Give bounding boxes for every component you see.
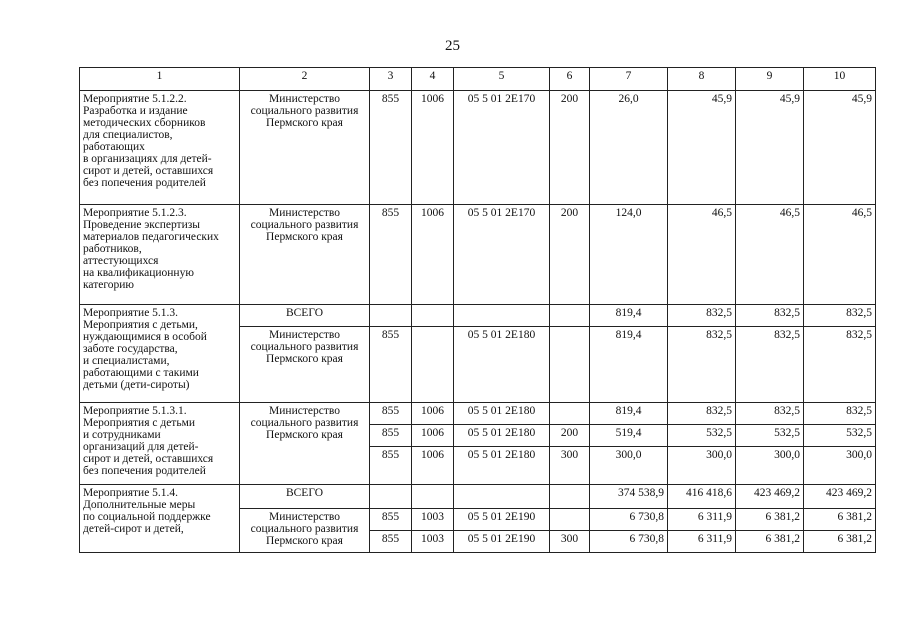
cell-7: 6 730,8 xyxy=(590,509,668,531)
activity-name: Мероприятие 5.1.3.1. Мероприятия с детьми и сотрудниками организаций для детей- сирот и детей, оставшихся без попечения родителей xyxy=(80,403,240,485)
cell-6: 200 xyxy=(550,205,590,305)
cell-5: 05 5 01 2Е170 xyxy=(454,91,550,205)
col-header-3: 3 xyxy=(370,68,412,91)
col-header-1: 1 xyxy=(80,68,240,91)
cell-5: 05 5 01 2Е180 xyxy=(454,403,550,425)
cell-3: 855 xyxy=(370,205,412,305)
cell-4: 1006 xyxy=(412,447,454,485)
table-row xyxy=(80,205,876,305)
cell-10: 832,5 xyxy=(804,327,876,403)
cell-10: 46,5 xyxy=(804,205,876,305)
cell-3: 855 xyxy=(370,425,412,447)
cell-9: 832,5 xyxy=(736,403,804,425)
cell-3: 855 xyxy=(370,403,412,425)
cell-9: 45,9 xyxy=(736,91,804,205)
total-10: 832,5 xyxy=(804,305,876,327)
col-header-6: 6 xyxy=(550,68,590,91)
cell-5: 05 5 01 2Е190 xyxy=(454,531,550,553)
cell-9: 6 381,2 xyxy=(736,531,804,553)
cell-7: 26,0 xyxy=(590,91,668,205)
cell-8: 832,5 xyxy=(668,403,736,425)
total-7: 819,4 xyxy=(590,305,668,327)
cell-8: 6 311,9 xyxy=(668,509,736,531)
table-row xyxy=(80,91,876,205)
cell-3: 855 xyxy=(370,447,412,485)
cell-8: 832,5 xyxy=(668,327,736,403)
cell-9: 532,5 xyxy=(736,425,804,447)
cell-10: 532,5 xyxy=(804,425,876,447)
cell-5: 05 5 01 2Е180 xyxy=(454,327,550,403)
activity-name: Мероприятие 5.1.4. Дополнительные меры по социальной поддержке детей-сирот и детей, xyxy=(80,485,240,553)
cell-4: 1006 xyxy=(412,425,454,447)
cell-6 xyxy=(550,509,590,531)
cell-6: 200 xyxy=(550,425,590,447)
cell-7: 819,4 xyxy=(590,403,668,425)
cell-7: 519,4 xyxy=(590,425,668,447)
col-header-9: 9 xyxy=(736,68,804,91)
cell-7: 6 730,8 xyxy=(590,531,668,553)
header-row xyxy=(80,68,876,91)
cell-10: 6 381,2 xyxy=(804,531,876,553)
cell-6: 300 xyxy=(550,531,590,553)
executor: Министерство социального развития Пермского края xyxy=(240,509,370,553)
cell-7: 124,0 xyxy=(590,205,668,305)
activity-name: Мероприятие 5.1.2.2. Разработка и издание методических сборников для специалистов, работающих в организациях для детей- сирот и детей, оставшихся без попечения родителей xyxy=(80,91,240,205)
cell-5: 05 5 01 2Е190 xyxy=(454,509,550,531)
cell-3: 855 xyxy=(370,531,412,553)
cell-9: 6 381,2 xyxy=(736,509,804,531)
cell-7: 819,4 xyxy=(590,327,668,403)
total-7: 374 538,9 xyxy=(590,485,668,509)
cell-8: 300,0 xyxy=(668,447,736,485)
table-row-total xyxy=(80,305,876,327)
cell-5: 05 5 01 2Е180 xyxy=(454,425,550,447)
cell-4: 1003 xyxy=(412,509,454,531)
total-label: ВСЕГО xyxy=(240,485,370,509)
cell-9: 300,0 xyxy=(736,447,804,485)
cell-3: 855 xyxy=(370,509,412,531)
cell-9: 46,5 xyxy=(736,205,804,305)
executor: Министерство социального развития Пермского края xyxy=(240,327,370,403)
cell-10: 300,0 xyxy=(804,447,876,485)
page-number: 25 xyxy=(445,38,460,54)
executor: Министерство социального развития Пермского края xyxy=(240,403,370,485)
cell-4: 1006 xyxy=(412,403,454,425)
cell-5: 05 5 01 2Е180 xyxy=(454,447,550,485)
cell-6: 300 xyxy=(550,447,590,485)
table-row-total xyxy=(80,485,876,509)
cell-4: 1006 xyxy=(412,91,454,205)
cell-7: 300,0 xyxy=(590,447,668,485)
col-header-10: 10 xyxy=(804,68,876,91)
total-9: 423 469,2 xyxy=(736,485,804,509)
activity-name: Мероприятие 5.1.3. Мероприятия с детьми, нуждающимися в особой заботе государства, и специалистами, работающими с такими детьми (дети-сироты) xyxy=(80,305,240,403)
cell-8: 45,9 xyxy=(668,91,736,205)
cell-8: 6 311,9 xyxy=(668,531,736,553)
activity-name: Мероприятие 5.1.2.3. Проведение экспертизы материалов педагогических работников, аттестующихся на квалификационную категорию xyxy=(80,205,240,305)
budget-table xyxy=(79,67,876,553)
total-8: 416 418,6 xyxy=(668,485,736,509)
cell-9: 832,5 xyxy=(736,327,804,403)
cell-3: 855 xyxy=(370,327,412,403)
col-header-2: 2 xyxy=(240,68,370,91)
cell-4: 1003 xyxy=(412,531,454,553)
col-header-8: 8 xyxy=(668,68,736,91)
cell-4: 1006 xyxy=(412,205,454,305)
table-row xyxy=(80,403,876,425)
cell-6: 200 xyxy=(550,91,590,205)
cell-3: 855 xyxy=(370,91,412,205)
total-10: 423 469,2 xyxy=(804,485,876,509)
executor: Министерство социального развития Пермского края xyxy=(240,205,370,305)
cell-10: 45,9 xyxy=(804,91,876,205)
col-header-5: 5 xyxy=(454,68,550,91)
col-header-7: 7 xyxy=(590,68,668,91)
total-8: 832,5 xyxy=(668,305,736,327)
cell-6 xyxy=(550,403,590,425)
total-label: ВСЕГО xyxy=(240,305,370,327)
cell-5: 05 5 01 2Е170 xyxy=(454,205,550,305)
cell-10: 6 381,2 xyxy=(804,509,876,531)
cell-8: 532,5 xyxy=(668,425,736,447)
total-9: 832,5 xyxy=(736,305,804,327)
executor: Министерство социального развития Пермского края xyxy=(240,91,370,205)
cell-10: 832,5 xyxy=(804,403,876,425)
cell-8: 46,5 xyxy=(668,205,736,305)
col-header-4: 4 xyxy=(412,68,454,91)
